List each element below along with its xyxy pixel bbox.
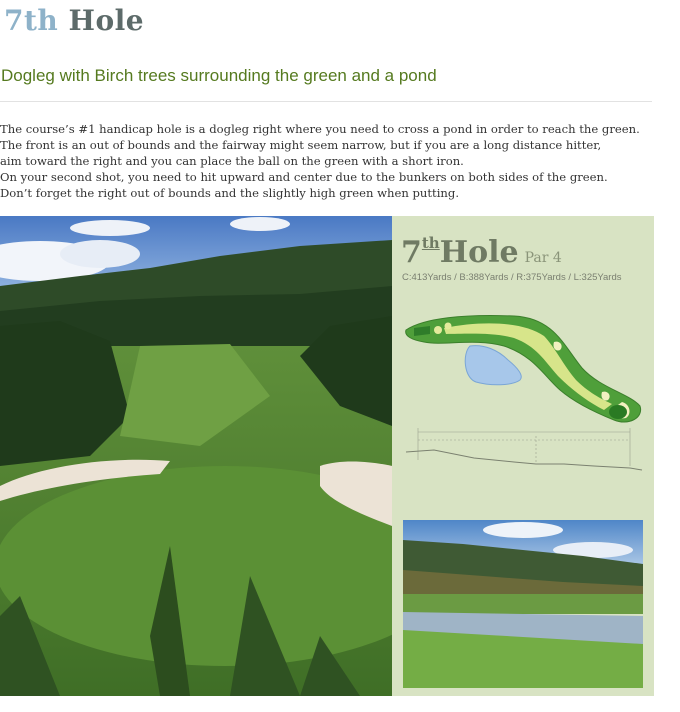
panel-hole-word: Hole xyxy=(439,235,519,270)
page-title-word: Hole xyxy=(68,4,145,37)
fairway-photo xyxy=(0,216,392,696)
description-line: aim toward the right and you can place the ball on the green with a short iron. xyxy=(0,154,464,168)
page-title xyxy=(4,4,144,37)
description-line: On your second shot, you need to hit upward and center due to the bunkers on both sides of the green. xyxy=(0,170,608,184)
course-map xyxy=(404,306,646,432)
hole-info-panel xyxy=(392,216,654,696)
description-line: The front is an out of bounds and the fairway might seem narrow, but if you are a long distance hitter, xyxy=(0,138,602,152)
pond-photo xyxy=(403,520,643,688)
panel-hole-suffix: th xyxy=(421,234,440,252)
panel-hole-title xyxy=(401,234,562,270)
panel-hole-number: 7 xyxy=(401,235,422,270)
page-subtitle: Dogleg with Birch trees surrounding the green and a pond xyxy=(1,66,437,85)
divider xyxy=(0,101,652,102)
description-line: The course’s #1 handicap hole is a dogleg right where you need to cross a pond in order to reach the green. xyxy=(0,122,640,136)
elevation-profile xyxy=(404,424,646,484)
panel-par: Par 4 xyxy=(524,250,562,266)
hole-description xyxy=(0,121,680,201)
page-title-number: 7th xyxy=(4,4,59,37)
description-line: Don’t forget the right out of bounds and the slightly high green when putting. xyxy=(0,186,460,200)
panel-yardages: C:413Yards / B:388Yards / R:375Yards / L:325Yards xyxy=(402,272,622,283)
